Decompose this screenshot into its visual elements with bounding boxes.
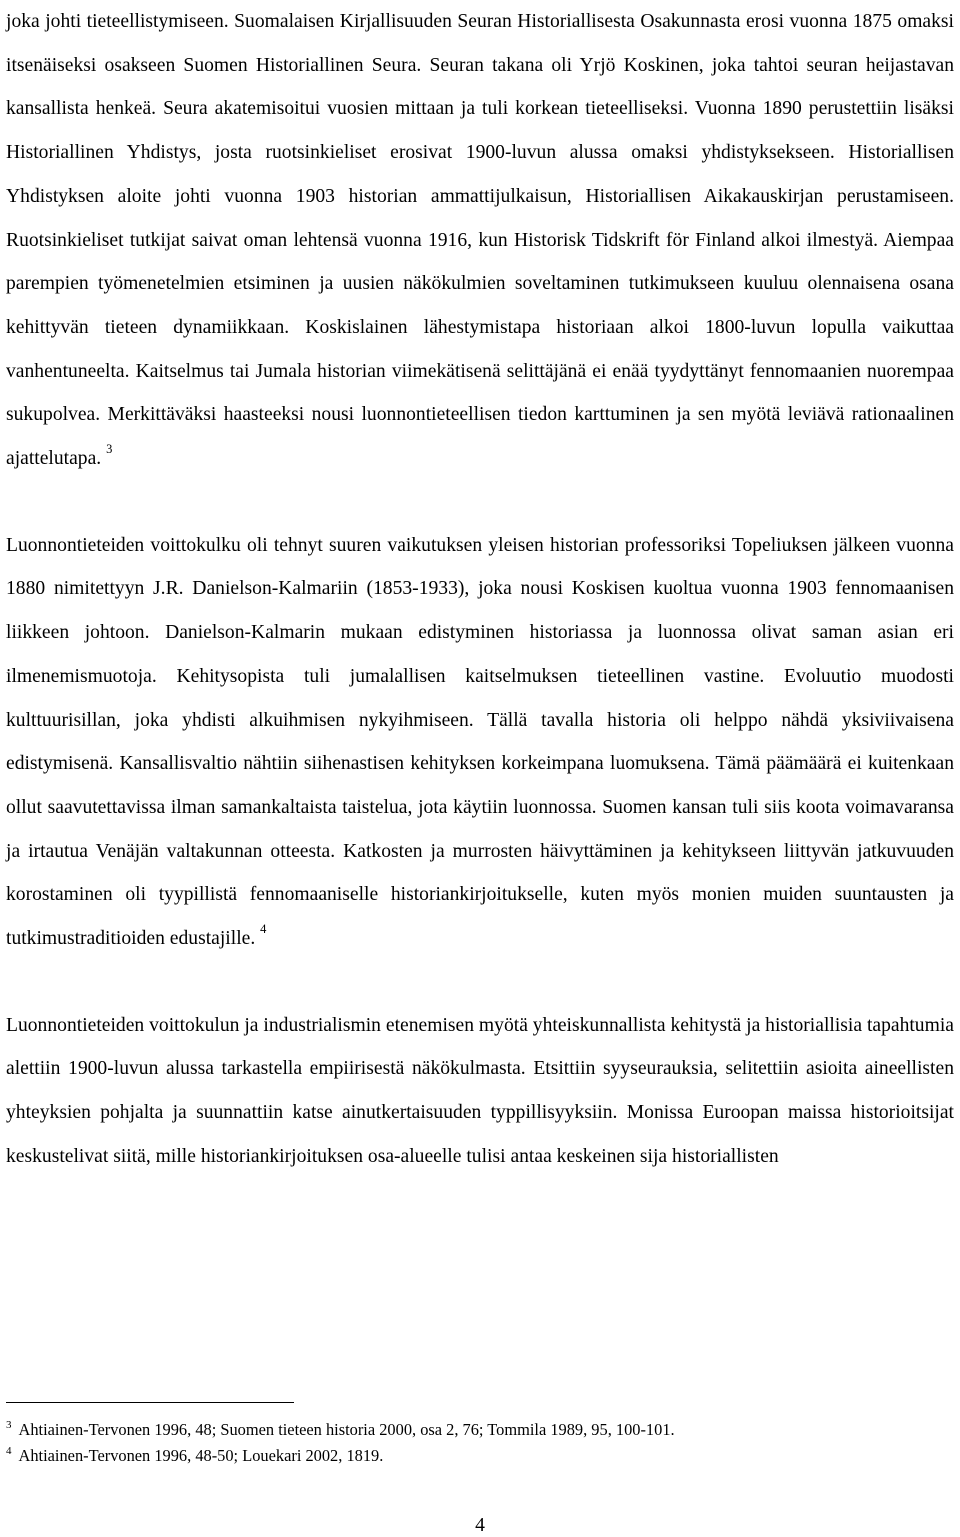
page-body bbox=[6, 0, 954, 1179]
footnote-number: 3 bbox=[6, 1418, 12, 1431]
paragraph-3 bbox=[6, 1004, 954, 1179]
paragraph-2 bbox=[6, 524, 954, 961]
footnote-text: Ahtiainen-Tervonen 1996, 48; Suomen tieteen historia 2000, osa 2, 76; Tommila 1989, 95, 100-101. bbox=[18, 1420, 675, 1439]
footnote-ref-4[interactable]: 4 bbox=[260, 921, 267, 936]
footnotes bbox=[6, 1417, 954, 1469]
page-number: 4 bbox=[475, 1515, 485, 1536]
footnote-3 bbox=[6, 1417, 954, 1443]
paragraph-1-text: joka johti tieteellistymiseen. Suomalaisen Kirjallisuuden Seuran Historiallisesta Osakunnasta erosi vuonna 1875 omaksi itsenäiseksi osakseen Suomen Historiallinen Seura. Seuran takana oli Yrjö Koskinen, joka tahtoi seuran heijastavan kansallista henkeä. Seura akatemisoitui vuosien mittaan ja tuli korkean tieteelliseksi. Vuonna 1890 perustettiin lisäksi Historiallinen Yhdistys, josta ruotsinkieliset erosivat 1900-luvun alussa omaksi yhdistyksekseen. Historiallisen Yhdistyksen aloite johti vuonna 1903 historian ammattijulkaisun, Historiallisen Aikakauskirjan perustamiseen. Ruotsinkieliset tutkijat saivat oman lehtensä vuonna 1916, kun Historisk Tidskrift för Finland alkoi ilmestyä. Aiempaa parempien työmenetelmien etsiminen ja uusien näkökulmien soveltaminen tutkimukseen kuuluu olennaisena osana kehittyvän tieteen dynamiikkaan. Koskislainen lähestymistapa historiaan alkoi 1800-luvun lopulla vaikuttaa vanhentuneelta. Kaitselmus tai Jumala historian viimekätisenä selittäjänä ei enää tyydyttänyt fennomaanien nuorempaa sukupolvea. Merkittäväksi haasteeksi nousi luonnontieteellisen tiedon karttuminen ja sen myötä leviävä rationaalinen ajattelutapa. bbox=[6, 11, 954, 470]
footnote-text: Ahtiainen-Tervonen 1996, 48-50; Louekari 2002, 1819. bbox=[18, 1446, 384, 1465]
paragraph-3-text: Luonnontieteiden voittokulun ja industrialismin etenemisen myötä yhteiskunnallista kehitystä ja historiallisia tapahtumia alettiin 1900-luvun alussa tarkastella empiirisestä näkökulmasta. Etsittiin syyseurauksia, selitettiin asioita aineellisten yhteyksien pohjalta ja suunnattiin katse ainutkertaisuuden typpillisyyksiin. Monissa Euroopan maissa historioitsijat keskustelivat siitä, mille historiankirjoituksen osa-alueelle tulisi antaa keskeinen sija historiallisten bbox=[6, 1014, 954, 1167]
paragraph-1 bbox=[6, 0, 954, 481]
footnote-number: 4 bbox=[6, 1444, 12, 1457]
footnote-4 bbox=[6, 1443, 954, 1469]
footnote-divider bbox=[6, 1402, 294, 1403]
footnote-ref-3[interactable]: 3 bbox=[106, 441, 113, 456]
paragraph-2-text: Luonnontieteiden voittokulku oli tehnyt suuren vaikutuksen yleisen historian professoriksi Topeliuksen jälkeen vuonna 1880 nimitettyyn J.R. Danielson-Kalmariin (1853-1933), joka nousi Koskisen kuoltua vuonna 1903 fennomaanisen liikkeen johtoon. Danielson-Kalmarin mukaan edistyminen historiassa ja luonnossa olivat saman asian eri ilmenemismuotoja. Kehitysopista tuli jumalallisen kaitselmuksen tieteellinen vastine. Evoluutio muodosti kulttuurisillan, joka yhdisti alkuihmisen nykyihmiseen. Tällä tavalla historia oli helppo nähdä yksiviivaisena edistymisenä. Kansallisvaltio nähtiin siihenastisen kehityksen korkeimpana luomuksena. Tämä päämäärä ei kuitenkaan ollut saavutettavissa ilman samankaltaista taistelua, jota käytiin luonnossa. Suomen kansan tuli siis koota voimavaransa ja irtautua Venäjän valtakunnan otteesta. Katkosten ja murrosten häivyttäminen ja kehitykseen liittyvän jatkuvuuden korostaminen oli tyypillistä fennomaaniselle historiankirjoitukselle, kuten myös monien muiden suuntausten ja tutkimustraditioiden edustajille. bbox=[6, 534, 954, 950]
